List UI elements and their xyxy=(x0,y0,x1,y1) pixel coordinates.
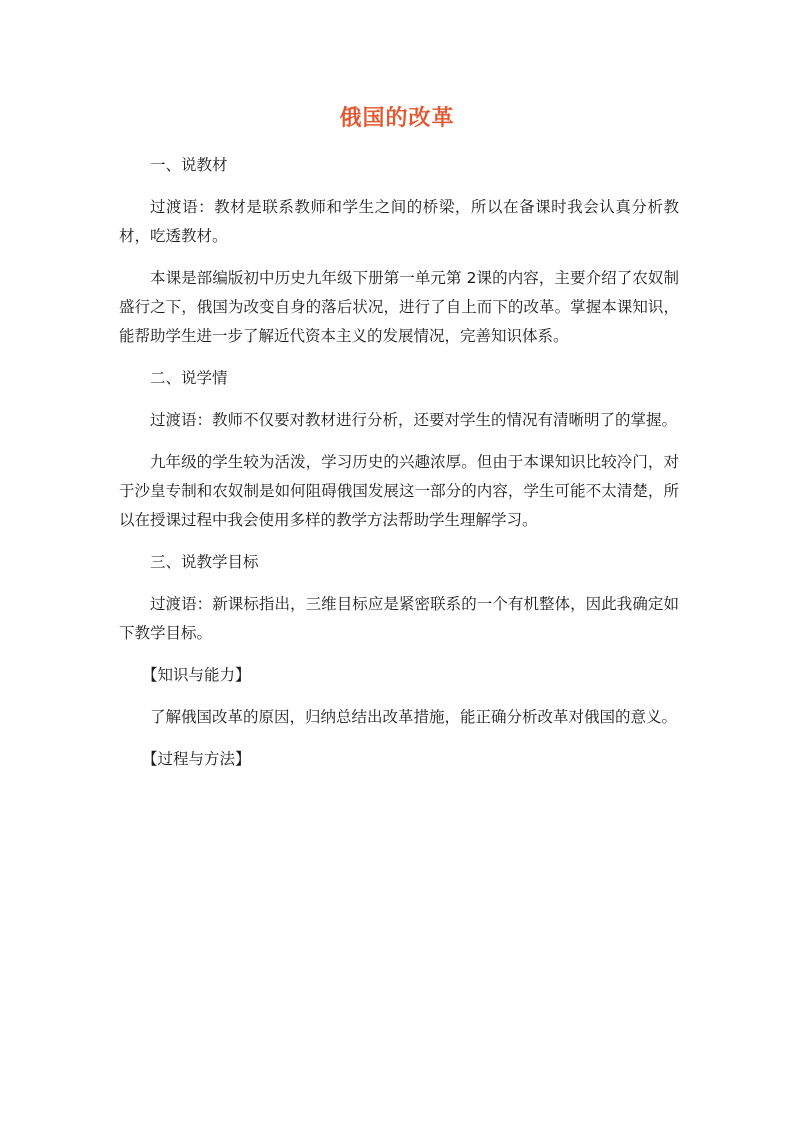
paragraph-textbook-content: 本课是部编版初中历史九年级下册第一单元第 2课的内容，主要介绍了农奴制盛行之下，俄国为改变自身的落后状况，进行了自上而下的改革。掌握本课知识，能帮助学生进一步了解近代资本主义的发展情况，完善知识体系。 xyxy=(119,269,679,345)
section-heading-objectives: 三、说教学目标 xyxy=(150,553,259,571)
section-heading-textbook: 一、说教材 xyxy=(150,156,228,174)
paragraph-textbook-transition: 过渡语：教材是联系教师和学生之间的桥梁，所以在备课时我会认真分析教材，吃透教材。 xyxy=(119,198,679,245)
document-body xyxy=(119,151,679,787)
paragraph-students-content: 九年级的学生较为活泼，学习历史的兴趣浓厚。但由于本课知识比较冷门，对于沙皇专制和农奴制是如何阻碍俄国发展这一部分的内容，学生可能不太清楚，所以在授课过程中我会使用多样的教学方法帮助学生理解学习。 xyxy=(119,453,679,529)
subheading-knowledge-ability: 【知识与能力】 xyxy=(142,666,251,684)
subheading-process-method: 【过程与方法】 xyxy=(142,750,251,768)
paragraph-objectives-transition: 过渡语：新课标指出，三维目标应是紧密联系的一个有机整体，因此我确定如下教学目标。 xyxy=(119,595,679,642)
section-heading-students: 二、说学情 xyxy=(150,369,228,387)
document-title: 俄国的改革 xyxy=(339,106,455,131)
paragraph-students-transition: 过渡语：教师不仅要对教材进行分析，还要对学生的情况有清晰明了的掌握。 xyxy=(150,411,678,429)
paragraph-knowledge-ability: 了解俄国改革的原因，归纳总结出改革措施，能正确分析改革对俄国的意义。 xyxy=(150,708,678,726)
